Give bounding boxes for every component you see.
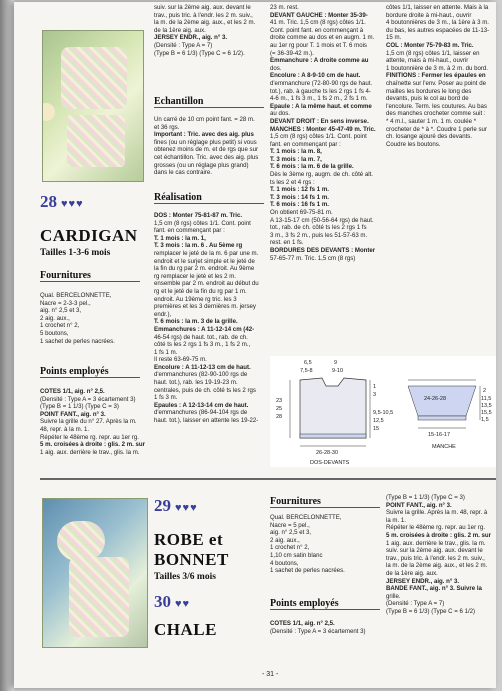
text-line: 48, repr. à la m. 1. xyxy=(40,425,90,433)
text-line: T. 1 mois : la m. 1, xyxy=(154,234,206,242)
points-29-heading: Points employés xyxy=(270,598,380,610)
dim-manche-bot: 15-16-17 xyxy=(428,432,451,438)
text-line: BORDURES DES DEVANTS : Monter xyxy=(270,247,376,254)
text-line: Cont. point fant. en commençant à xyxy=(270,26,364,34)
text-line: Encolure : A 11-12-13 cm de haut. xyxy=(154,363,251,371)
text-line: suiv. sur la 2ème aig. aux. devant le xyxy=(154,4,251,11)
text-line: trav., puis tric. à l'endr. les 2 m. suiv., xyxy=(154,11,253,19)
dim-manche-r4: 15,5 xyxy=(481,410,492,416)
text-line: On obtient 69-75-81 m. xyxy=(270,209,333,217)
dim-left-28: 28 xyxy=(276,414,283,420)
dim-right-125: 12,5 xyxy=(373,418,384,424)
dim-left-25: 25 xyxy=(276,406,283,412)
dim-manche-r1: 2 xyxy=(483,388,487,394)
points-heading: Points employés xyxy=(40,366,140,378)
text-line: la m. de la 2ème aig. aux., et les 2 m. xyxy=(154,19,256,27)
text-line: (Type B = 6 1/3) (Type C = 6 1/2). xyxy=(154,49,245,57)
text-line: attente, mais à mi-haut., ouvrir xyxy=(386,57,469,65)
text-line: T. 6 mois : 16 fs 1 m. xyxy=(270,201,329,209)
text-line: suiv. sur la 2ème aig. aux. devant le xyxy=(386,547,483,555)
dim-manche-r2: 11,5 xyxy=(481,396,492,402)
text-line: rest. en 1 fs. xyxy=(270,239,304,247)
text-line: T. 3 mois : la m. 7, xyxy=(270,155,322,163)
text-line: Répéter le 48ème rg. repr. au 1er rg. xyxy=(386,524,485,532)
echantillon-text xyxy=(154,116,264,177)
text-line: rg remplacer le jeté et les 2 m. xyxy=(154,272,236,280)
text-line: fant. en commençant par : xyxy=(154,227,225,235)
text-line: 41 m. Tric. 1,5 cm (8 rgs) côtes 1/1. xyxy=(270,19,366,27)
text-line: COTES 1/1, aig. n° 2,5. xyxy=(40,388,105,395)
text-line: (Densité : Type A = 3 écartement 3) xyxy=(270,627,366,635)
text-line: obtenez moins de m. et de rgs que sur xyxy=(154,146,258,154)
text-line: ch. losange ajouré des devants. xyxy=(386,133,473,141)
text-line: 57-65-77 m. Tric. 1,5 cm (8 rgs) xyxy=(270,254,356,262)
text-line: haut. tot.), rab. les 19-19-23 m. xyxy=(154,379,238,387)
text-line: grosses (ou un réglage plus grand) xyxy=(154,161,249,169)
text-line: cet échantillon. Tric. avec des aig. plus xyxy=(154,153,259,161)
echantillon-heading: Echantillon xyxy=(154,96,264,108)
text-line: la m. de la 2ème aig. aux., et les 2 m. xyxy=(386,562,488,570)
points-29-list xyxy=(270,620,382,635)
model-30-title: CHALE xyxy=(154,620,217,639)
text-line: Nacre = 2-3-3 pel., xyxy=(40,299,91,307)
text-line: COTES 1/1, aig. n° 2,5. xyxy=(270,620,335,627)
dim-row2-b: 9-10 xyxy=(332,368,344,374)
fournitures-29-list xyxy=(270,514,382,575)
text-line: d'emmanchures (86-94-104 rgs de xyxy=(154,409,248,417)
text-line: 4 boutons, xyxy=(270,559,299,567)
text-line: 2 aig. aux., xyxy=(40,314,70,322)
model-29-title-2: BONNET xyxy=(154,550,229,569)
text-line: 1,5 cm (8 rgs) côtes 1/1. Cont. point xyxy=(270,133,367,141)
text-line: 1 aig. aux. derrière le trav., glis. la m. xyxy=(386,539,486,547)
text-line: endr.), xyxy=(154,310,172,318)
text-line: Suivre la grille. Après la m. 48, repr. à xyxy=(386,509,488,517)
text-line: DOS : Monter 75-81-87 m. Tric. xyxy=(154,212,243,219)
text-line: mailles les bordures le long des xyxy=(386,87,472,95)
text-line: ts les 2 et 4 rgs : xyxy=(270,178,315,186)
dim-right-95: 9,5-10,5 xyxy=(373,410,394,416)
dim-bot-dos: 26-28-30 xyxy=(316,450,339,456)
text-line: (Densité : Type A = 3 écartement 3) xyxy=(40,395,136,403)
text-line: MANCHES : Monter 45-47-49 m. Tric. xyxy=(270,125,376,133)
text-line: remplacer le jeté de la m. 6 par une m. xyxy=(154,249,259,257)
text-line: T. 1 mois : 12 fs 1 m. xyxy=(270,186,329,194)
text-line: côté ts les 2 rgs 1 fs 3 m., 1 fs 2 m., xyxy=(154,341,251,349)
text-line: Un carré de 10 cm point fant. = 28 m. xyxy=(154,116,255,123)
text-line: tot.), rab. à gauche ts les 2 rgs 1 fs 4- xyxy=(270,87,371,95)
text-line: DEVANT GAUCHE : Monter 35-39- xyxy=(270,11,368,19)
text-line: Il reste 63-69-75 m. xyxy=(154,356,207,364)
fournitures-29-heading: Fournitures xyxy=(270,496,380,508)
text-line: 3 m., 3 fs 2 m., puis les 51-57-63 m. xyxy=(270,231,368,239)
text-line: T. 3 mois : 14 fs 1 m. xyxy=(270,193,329,201)
text-line: (Type B = 1 1/3) (Type C = 3) xyxy=(40,403,119,411)
text-line: grille. xyxy=(386,592,401,600)
text-line: BANDE FANT., aig. n° 3. Suivre la xyxy=(386,585,482,593)
dim-side-3: 3 xyxy=(373,392,377,398)
text-line: devants, puis le col au bord de xyxy=(386,95,469,103)
fournitures-heading: Fournitures xyxy=(40,270,140,282)
text-line: droite comme au dos et en augm. 1 m. xyxy=(270,34,375,42)
text-line: 1 boutonnière de 3 m. à 2 m. du bord. xyxy=(386,64,488,72)
text-line: Encolure : A 8-9-10 cm de haut. xyxy=(270,72,361,80)
text-line: 1 crochet n° 2, xyxy=(270,544,310,552)
manche-label: MANCHE xyxy=(432,444,456,450)
text-line: Epaule : A la même haut. et comme xyxy=(270,102,372,110)
col3-text xyxy=(270,4,382,262)
text-line: A 13-15-17 cm (50-56-64 rgs) de haut. xyxy=(270,216,374,224)
text-line: la m. 1. xyxy=(386,516,406,524)
text-line: Qual. BERCELONNETTE, xyxy=(270,514,342,521)
text-line: ensemble par 2 m. endroit au début du xyxy=(154,280,259,288)
text-line: FINITIONS : Fermer les épaules en xyxy=(386,72,486,80)
text-line: 1 sachet de perles nacrées. xyxy=(270,567,345,575)
text-line: 1 fs 3 m. xyxy=(154,394,178,402)
text-line: et 36 rgs. xyxy=(154,123,180,131)
text-line: Emmanchures : A 11-12-14 cm (42- xyxy=(154,325,255,333)
realisation-text xyxy=(154,212,266,425)
dim-top-left: 6,5 xyxy=(304,360,312,366)
text-line: 4 boutonnières de 3 m., la 1ère à 3 m. xyxy=(386,19,489,27)
text-line: 2 aig. aux., xyxy=(270,536,300,544)
text-line: endroit et le surjet simple et le jeté de xyxy=(154,257,255,265)
text-line: Emmanchure : A droite comme au xyxy=(270,57,369,65)
fournitures-list xyxy=(40,292,145,345)
text-line: (Type B = 1 1/3) (Type C = 3) xyxy=(386,494,465,501)
text-line: JERSEY ENDR., aig. n° 3. xyxy=(386,577,460,585)
dim-manche-r5: 1,5 xyxy=(481,417,489,423)
realisation-heading: Réalisation xyxy=(154,192,264,204)
text-line: 1,5 cm (8 rgs) côtes 1/1, laisser en xyxy=(386,49,480,57)
page-number: - 31 - xyxy=(262,671,279,678)
text-line: 1 crochet n° 2, xyxy=(40,322,80,330)
text-line: Nacre = 5 pel., xyxy=(270,521,310,529)
model-29-sizes: Tailles 3/6 mois xyxy=(154,572,216,582)
col2-top xyxy=(154,4,264,57)
binding-spine xyxy=(0,0,14,691)
text-line: Qual. BERCELONNETTE, xyxy=(40,292,112,299)
text-line: dos. xyxy=(270,64,282,72)
text-line: T. 1 mois : la m. 8, xyxy=(270,148,322,156)
text-line: 1 sachet de perles nacrées. xyxy=(40,337,115,345)
dim-manche-top: 24-26-28 xyxy=(424,396,447,402)
dim-right-15: 15 xyxy=(373,426,380,432)
model-28-title: CARDIGAN xyxy=(40,226,138,245)
model-29-title-1: ROBE et xyxy=(154,530,224,549)
text-line: COL : Monter 75-79-83 m. Tric. xyxy=(386,41,474,49)
text-line: aig. n° 2,5 et 3, xyxy=(40,307,82,315)
dos-devants-label: DOS-DEVANTS xyxy=(310,460,350,466)
text-line: 5 boutons, xyxy=(40,329,69,337)
text-line: haut. tot.), laisser en attente les 19-22- xyxy=(154,417,259,425)
text-line: 4-6 m., 1 fs 3 m., 1 fs 2 m., 2 fs 1 m. xyxy=(270,95,368,103)
model-29-number: 29 ♥♥♥ xyxy=(154,496,198,515)
text-line: au dos. xyxy=(270,110,290,118)
text-line: fines (ou un réglage plus petit) si vous xyxy=(154,138,257,146)
text-line: T. 3 mois : la m. 6 . Au 5ème rg xyxy=(154,242,243,250)
text-line: Dès le 3ème rg, augm. de ch. côté alt. xyxy=(270,171,373,179)
cardigan-photo xyxy=(42,30,144,182)
text-line: d'emmanchure (72-80-90 rgs de haut. xyxy=(270,79,373,87)
text-line: T. 6 mois : la m. 3 de la grille. xyxy=(154,318,238,326)
text-line: (Densité : Type A = 7) xyxy=(154,41,213,49)
text-line: 1 aig. aux. derrière le trav., glis. la m. xyxy=(40,448,140,456)
text-line: 5 m. croisées à droite : glis. 2 m. sur xyxy=(386,531,491,539)
text-line: POINT FANT., aig. n° 3. xyxy=(386,501,452,509)
text-line: 5 m. croisées à droite : glis. 2 m. sur xyxy=(40,441,145,449)
text-line: 15 m. xyxy=(386,34,402,42)
text-line: * 4 m.l., sauter 1 m. 1 m. coulée * xyxy=(386,117,477,125)
text-line: 23 m. rest. xyxy=(270,4,299,11)
model-30-number: 30 ♥♥ xyxy=(154,592,191,611)
text-line: T. 6 mois : la m. 6 de la grille. xyxy=(270,163,354,171)
text-line: (Type B = 6 1/3) (Type C = 6 1/2) xyxy=(386,607,476,615)
dim-top-mid: 9 xyxy=(334,360,338,366)
model-28-number: 28 ♥♥♥ xyxy=(40,192,84,211)
model-28-sizes: Tailles 1-3-6 mois xyxy=(40,248,111,258)
text-line: rg et le jeté de la fin du rg par 1 m. xyxy=(154,287,247,295)
text-line: bordure droite à mi-haut., ouvrir xyxy=(386,11,472,19)
text-line: de la 1ère aig. aux. xyxy=(386,569,438,577)
text-line: de la 1ère aig. aux. xyxy=(154,26,206,34)
text-line: crocheter de * à *. Coudre 1 perle sur xyxy=(386,125,487,133)
text-line: Coudre les boutons. xyxy=(386,140,441,148)
text-line: 46-54 rgs) de haut. tot., rab. de ch. xyxy=(154,333,248,341)
text-line: Suivre la grille du n° 27. Après la m. xyxy=(40,418,137,426)
text-line: aig. n° 2,5 et 3, xyxy=(270,529,312,537)
text-line: Important : Tric. avec des aig. plus xyxy=(154,131,254,139)
text-line: fant. en commençant par : xyxy=(270,140,341,148)
text-line: 1,10 cm satin blanc xyxy=(270,551,323,559)
text-line: POINT FANT., aig. n° 3. xyxy=(40,410,106,418)
dim-left-23: 23 xyxy=(276,398,283,404)
text-line: 1,5 cm (8 rgs) côtes 1/1. Cont. point xyxy=(154,219,251,227)
robe-photo xyxy=(42,498,148,648)
col4-text xyxy=(386,4,494,148)
text-line: chaînette sur l'env. Poser au point de xyxy=(386,79,486,87)
points-list xyxy=(40,388,150,456)
text-line: la fin du rg par 2 m. endroit. Au 9ème xyxy=(154,265,255,273)
section-divider xyxy=(40,478,496,480)
text-line: du bas, les autres espacées de 11-13- xyxy=(386,26,490,34)
col4-29-text xyxy=(386,494,494,616)
text-line: côtes 1/1, laisser en attente. Mais à la xyxy=(386,4,489,11)
text-line: 1 fs 1 m. xyxy=(154,348,178,356)
text-line: trav., puis tric. à l'endr. les 2 m. suiv., xyxy=(386,554,485,562)
text-line: DEVANT DROIT : En sens inverse. xyxy=(270,117,369,125)
difficulty-hearts: ♥♥♥ xyxy=(61,198,84,210)
text-line: Epaules : A 12-13-14 cm de haut. xyxy=(154,401,249,409)
text-line: d'emmanchures (82-90-100 rgs de xyxy=(154,371,248,379)
dim-row2-a: 7,5-8 xyxy=(300,368,313,374)
text-line: Répéter le 48ème rg. repr. au 1er rg. xyxy=(40,433,139,441)
text-line: centrales, puis de ch. côté ts les 2 rgs xyxy=(154,386,256,394)
text-line: l'encolure. Term. les coutures. Au bas xyxy=(386,102,487,110)
text-line: tot., rab. de ch. côté ts les 2 rgs 1 fs xyxy=(270,224,367,232)
text-line: des manches crocheter comme suit : xyxy=(386,110,486,118)
text-line: endroit. Au 19ème rg tric. les 3 xyxy=(154,295,237,303)
magazine-page xyxy=(14,2,496,688)
pattern-schematic xyxy=(270,356,496,467)
text-line: premières et les 3 dernières m. jersey xyxy=(154,303,256,311)
dim-manche-r3: 13,5 xyxy=(481,403,492,409)
text-line: (Densité : Type A = 7) xyxy=(386,600,445,608)
text-line: au 1er rg pour T. 1 mois et T. 6 mois xyxy=(270,41,367,49)
text-line: JERSEY ENDR., aig. n° 3. xyxy=(154,34,228,42)
text-line: dans le cas contraire. xyxy=(154,169,212,177)
dim-side-1: 1 xyxy=(373,384,377,390)
text-line: (= 36-39-42 m.). xyxy=(270,49,314,57)
